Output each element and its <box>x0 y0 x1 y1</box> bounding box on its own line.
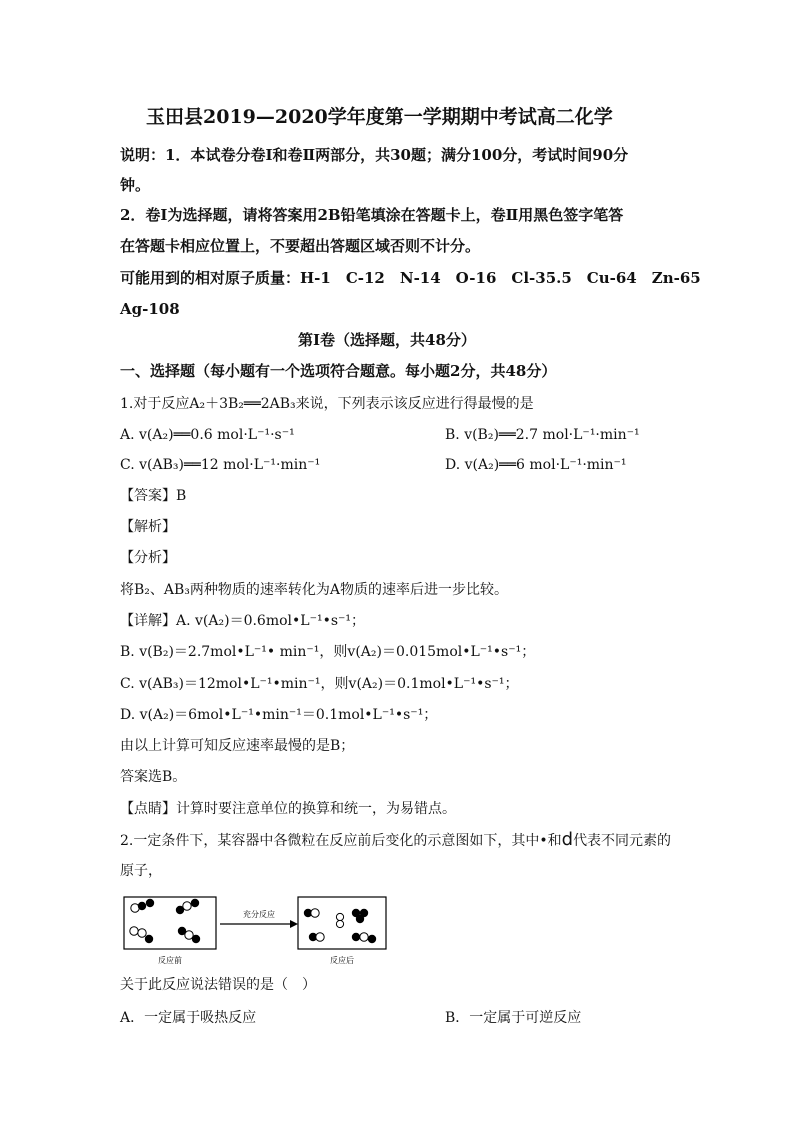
q1-answer: 【答案】B <box>120 488 187 504</box>
reaction-diagram <box>120 893 390 967</box>
q1-detail-a: 【详解】A. v(A₂)＝0.6mol•L⁻¹•s⁻¹； <box>120 613 366 629</box>
atom-symbol-d: d <box>561 829 574 850</box>
arrow-label: 充分反应 <box>243 910 275 919</box>
q1-fenxi: 将B₂、AB₃两种物质的速率转化为A物质的速率后进一步比较。 <box>120 582 509 598</box>
intro-line-1b: 钟。 <box>120 176 151 194</box>
q1-conclusion: 由以上计算可知反应速率最慢的是B； <box>120 738 355 754</box>
q1-stem: 1.对于反应A₂＋3B₂══2AB₃来说，下列表示该反应进行得最慢的是 <box>120 396 534 412</box>
q1-option-c: C. v(AB₃)══12 mol·L⁻¹·min⁻¹ <box>120 457 321 473</box>
q2-stem <box>120 830 671 851</box>
intro-line-2b: 在答题卡相应位置上，不要超出答题区域否则不计分。 <box>120 237 481 255</box>
after-label: 反应后 <box>330 956 354 965</box>
part-title: 一、选择题（每小题有一个选项符合题意。每小题2分，共48分） <box>120 362 557 380</box>
q1-option-d: D. v(A₂)══6 mol·L⁻¹·min⁻¹ <box>445 457 627 473</box>
before-label: 反应前 <box>158 956 182 965</box>
q1-fenxi-head: 【分析】 <box>120 550 176 566</box>
atomic-mass-line: 可能用到的相对原子质量：H-1 C-12 N-14 O-16 Cl-35.5 Cu-64 Zn-65 <box>120 269 701 287</box>
q2-stem-part1: 2.一定条件下，某容器中各微粒在反应前后变化的示意图如下，其中•和 <box>120 833 562 849</box>
exam-title: 玉田县2019—2020学年度第一学期期中考试高二化学 <box>146 106 613 128</box>
q1-detail-c: C. v(AB₃)＝12mol•L⁻¹•min⁻¹，则v(A₂)＝0.1mol•L⁻¹•s⁻¹； <box>120 676 519 692</box>
q2-option-a: A．一定属于吸热反应 <box>120 1010 257 1026</box>
q1-option-a: A. v(A₂)══0.6 mol·L⁻¹·s⁻¹ <box>120 427 295 443</box>
atomic-mass-line-b: Ag-108 <box>120 300 180 318</box>
arrow-head <box>290 920 298 928</box>
q2-stem-line2: 原子， <box>120 863 162 879</box>
q2-option-b: B．一定属于可逆反应 <box>445 1010 582 1026</box>
q1-option-b: B. v(B₂)══2.7 mol·L⁻¹·min⁻¹ <box>445 427 640 443</box>
section-title: 第Ⅰ卷（选择题，共48分） <box>298 331 476 349</box>
q1-analysis-head: 【解析】 <box>120 519 176 535</box>
intro-line-1: 说明：1．本试卷分卷Ⅰ和卷Ⅱ两部分，共30题；满分100分，考试时间90分 <box>120 146 629 164</box>
q1-detail-b: B. v(B₂)＝2.7mol•L⁻¹• min⁻¹，则v(A₂)＝0.015mol•L⁻¹•s⁻¹； <box>120 644 536 660</box>
q2-question: 关于此反应说法错误的是（ ） <box>120 977 316 993</box>
q1-detail-d: D. v(A₂)＝6mol•L⁻¹•min⁻¹＝0.1mol•L⁻¹•s⁻¹； <box>120 707 438 723</box>
q1-choose: 答案选B。 <box>120 769 187 785</box>
q1-comment: 【点睛】计算时要注意单位的换算和统一，为易错点。 <box>120 801 456 817</box>
intro-line-2: 2．卷Ⅰ为选择题，请将答案用2B铅笔填涂在答题卡上，卷Ⅱ用黑色签字笔答 <box>120 206 624 224</box>
q2-stem-part2: 代表不同元素的 <box>573 833 672 849</box>
